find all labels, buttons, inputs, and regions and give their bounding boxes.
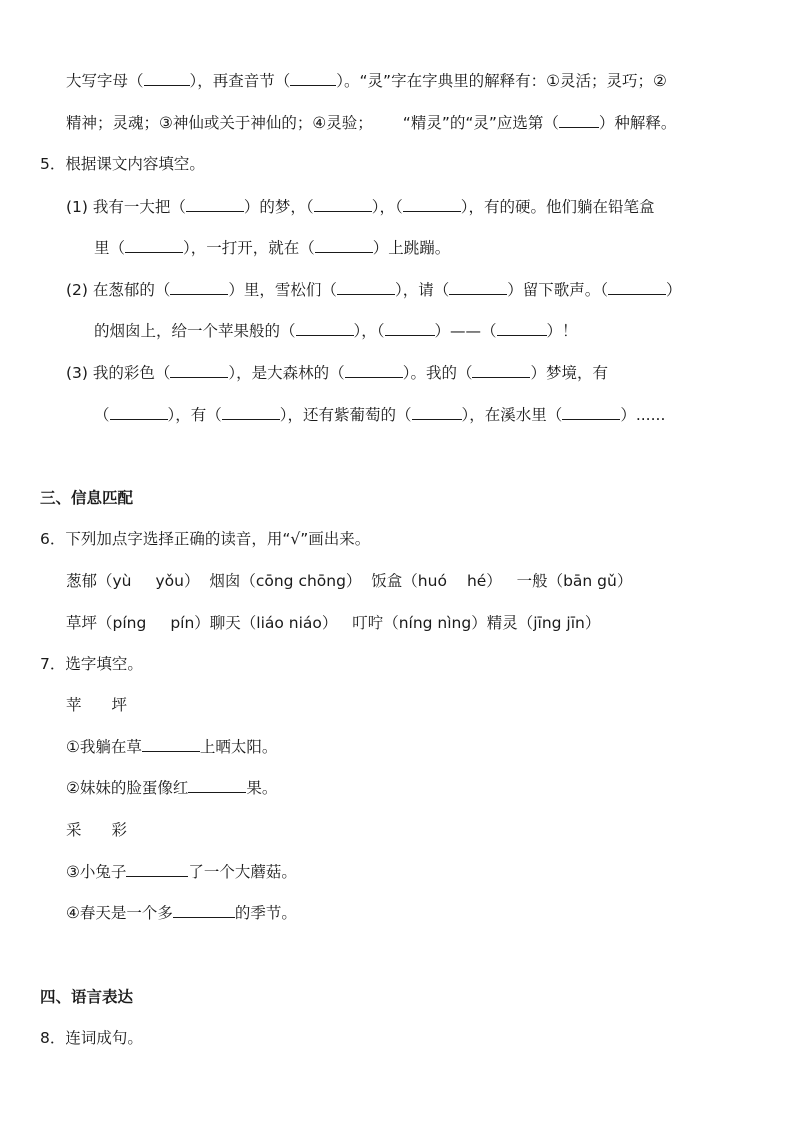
q7-item-2: ②妹妹的脸蛋像红 果。 [66, 779, 278, 797]
blank[interactable] [559, 112, 599, 128]
blank[interactable] [337, 279, 395, 295]
blank[interactable] [170, 362, 228, 378]
blank[interactable] [472, 362, 530, 378]
q6-row-1: 葱郁（yù yǒu） 烟囱（cōng chōng） 饭盒（huó hé） 一般（bān gǔ） [66, 572, 633, 590]
blank[interactable] [290, 70, 336, 86]
q7-item-1: ①我躺在草 上晒太阳。 [66, 738, 278, 756]
top-line-2: 精神；灵魂；③神仙或关于神仙的；④灵验； “精灵”的“灵”应选第（ ）种解释。 [66, 114, 677, 132]
blank[interactable] [126, 861, 188, 877]
blank[interactable] [296, 320, 354, 336]
section-heading-4: 四、语言表达 [40, 988, 134, 1006]
q7-group-2: 采 彩 [66, 821, 128, 839]
section-heading-3: 三、信息匹配 [40, 489, 134, 507]
blank[interactable] [173, 902, 235, 918]
q5-s3-line1: (3) 我的彩色（ ），是大森林的（ ）。我的（ ）梦境，有 [66, 364, 608, 382]
q8-title: 8．连词成句。 [40, 1029, 143, 1047]
q5-s3-line2: （ ），有（ ），还有紫葡萄的（ ），在溪水里（ ）...... [94, 406, 666, 424]
q7-title: 7．选字填空。 [40, 655, 143, 673]
blank[interactable] [315, 237, 373, 253]
q7-group-1: 苹 坪 [66, 696, 128, 714]
blank[interactable] [314, 196, 372, 212]
blank[interactable] [144, 70, 190, 86]
q7-item-3: ③小兔子 了一个大蘑菇。 [66, 863, 297, 881]
top-line-1: 大写字母（ ），再查音节（ ）。“灵”字在字典里的解释有：①灵活；灵巧；② [66, 72, 667, 90]
blank[interactable] [188, 777, 246, 793]
q7-item-4: ④春天是一个多 的季节。 [66, 904, 297, 922]
blank[interactable] [125, 237, 183, 253]
blank[interactable] [608, 279, 666, 295]
blank[interactable] [222, 404, 280, 420]
q5-title: 5．根据课文内容填空。 [40, 155, 205, 173]
blank[interactable] [412, 404, 462, 420]
blank[interactable] [562, 404, 620, 420]
blank[interactable] [142, 736, 200, 752]
q5-s2-line1: (2) 在葱郁的（ ）里，雪松们（ ），请（ ）留下歌声。（ ） [66, 281, 682, 299]
q5-s2-line2: 的烟囱上，给一个苹果般的（ ），（ ）——（ ）！ [94, 322, 578, 340]
blank[interactable] [186, 196, 244, 212]
blank[interactable] [345, 362, 403, 378]
q6-title: 6．下列加点字选择正确的读音，用“√”画出来。 [40, 530, 371, 548]
blank[interactable] [385, 320, 435, 336]
q6-row-2: 草坪（píng pín）聊天（liáo niáo） 叮咛（níng nìng）精灵（jīng jīn） [66, 614, 601, 632]
blank[interactable] [110, 404, 168, 420]
blank[interactable] [403, 196, 461, 212]
q5-s1-line1: (1) 我有一大把（ ）的梦，（ ），（ ），有的硬。他们躺在铅笔盒 [66, 198, 655, 216]
blank[interactable] [497, 320, 547, 336]
blank[interactable] [449, 279, 507, 295]
q5-s1-line2: 里（ ），一打开，就在（ ）上跳蹦。 [94, 239, 451, 257]
blank[interactable] [170, 279, 228, 295]
